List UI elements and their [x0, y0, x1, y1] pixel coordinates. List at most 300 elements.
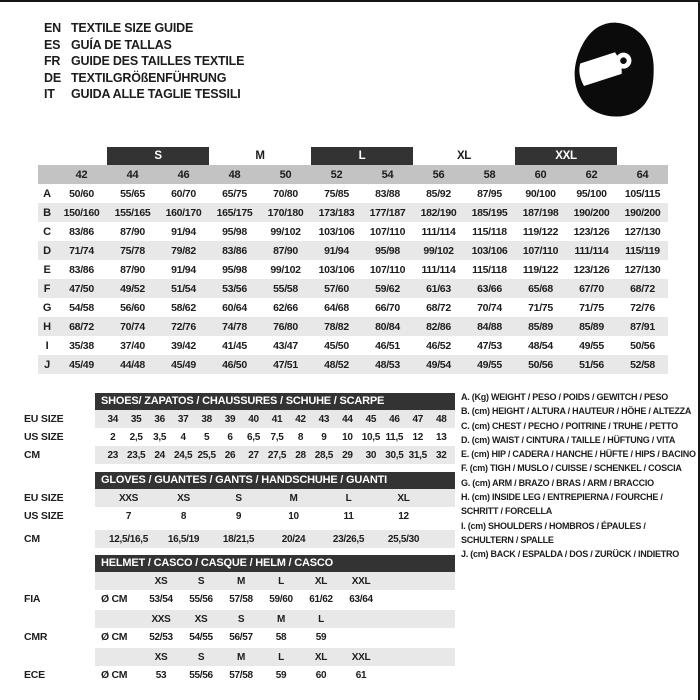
glove-cm-cell: 23/26,5 — [332, 533, 365, 545]
language-code: DE — [44, 70, 61, 85]
legend-item: B. (cm) HEIGHT / ALTURA / HAUTEUR / HÖHE / ALTEZZA — [461, 406, 692, 417]
legend-item: A. (Kg) WEIGHT / PESO / POIDS / GEWITCH / PESO — [461, 392, 669, 402]
helmet-cm-cell: 54/55 — [189, 631, 213, 643]
size-cell: 84/88 — [477, 320, 502, 333]
size-cell: 95/98 — [222, 225, 247, 238]
glove-eu-size-cell: S — [235, 492, 242, 504]
size-row — [38, 355, 668, 374]
size-cell: 87/95 — [477, 187, 502, 200]
size-cell: 155/165 — [114, 206, 151, 219]
size-cell: 39/42 — [171, 339, 196, 352]
size-cell: 35/38 — [69, 339, 94, 352]
glove-cm-cell: 20/24 — [281, 533, 306, 545]
helmet-cm-cell: 59 — [275, 669, 287, 681]
size-row — [38, 241, 668, 260]
size-group-label: XL — [456, 150, 472, 162]
size-cell: 160/170 — [165, 206, 202, 219]
size-cell: 87/91 — [630, 320, 655, 333]
size-row — [38, 279, 668, 298]
shoes-cm-row — [95, 446, 455, 464]
size-row — [38, 222, 668, 241]
size-cell: 45/50 — [324, 339, 349, 352]
language-label: GUÍA DE TALLAS — [71, 37, 172, 52]
helmet-cm-cell: 58 — [275, 631, 287, 643]
shoes-us-size-label: US SIZE — [24, 431, 64, 443]
size-row — [38, 317, 668, 336]
size-cell: 49/55 — [477, 358, 502, 371]
size-cell: 47/50 — [69, 282, 94, 295]
size-columns-row — [38, 165, 668, 184]
glove-cm-cell: 18/21,5 — [222, 533, 255, 545]
size-cell: 54/58 — [69, 301, 94, 314]
size-row — [38, 260, 668, 279]
shoes-cm-label: CM — [24, 449, 40, 461]
cmr-sizes-row — [95, 610, 455, 628]
gloves-cm-row — [95, 530, 455, 548]
shoe-cm-cell: 32 — [436, 449, 447, 461]
size-cell: 55/58 — [273, 282, 298, 295]
size-cell: 70/74 — [120, 320, 145, 333]
row-letter: H — [43, 320, 51, 333]
ece-cm-row — [95, 666, 455, 684]
language-label: GUIDE DES TAILLES TEXTILE — [71, 54, 245, 68]
size-cell: 90/100 — [525, 187, 556, 200]
fia-cm-row — [95, 590, 455, 608]
size-cell: 75/85 — [324, 187, 349, 200]
size-cell: 68/72 — [69, 320, 94, 333]
language-code: FR — [44, 54, 61, 68]
shoe-eu-size-cell: 45 — [365, 413, 377, 425]
size-cell: 45/49 — [171, 358, 196, 371]
shoe-us-size-cell: 10,5 — [361, 431, 380, 443]
helmet-size-cell: L — [278, 651, 284, 663]
size-cell: 61/63 — [426, 282, 451, 295]
helmet-size-cell: S — [197, 575, 205, 587]
size-cell: 53/56 — [222, 282, 247, 295]
size-cell: 105/115 — [624, 187, 661, 200]
size-cell: 62/66 — [273, 301, 298, 314]
size-cell: 177/187 — [369, 206, 406, 219]
size-cell: 83/86 — [69, 263, 94, 276]
helmet-size-cell: XXS — [151, 613, 171, 625]
size-cell: 46/50 — [222, 358, 247, 371]
size-column-header: 50 — [279, 168, 292, 181]
shoe-eu-size-cell: 37 — [177, 413, 189, 425]
helmet-cm-cell: 61/62 — [309, 593, 333, 605]
size-cell: 50/56 — [528, 358, 553, 371]
gloves-eu-size-label: EU SIZE — [24, 492, 64, 504]
measurement-legend — [461, 390, 698, 562]
gloves-cm-label: CM — [24, 533, 40, 545]
shoe-cm-cell: 27,5 — [267, 449, 287, 461]
shoe-eu-size-cell: 41 — [271, 413, 283, 425]
size-cell: 115/118 — [472, 263, 507, 276]
helmet-cm-cell: 59/60 — [269, 593, 293, 605]
size-cell: 165/175 — [216, 206, 253, 219]
size-cell: 190/200 — [573, 206, 610, 219]
size-column-header: 56 — [432, 168, 445, 181]
helmet-cm-cell: 53/54 — [149, 593, 173, 605]
helmet-cm-label: Ø CM — [101, 631, 128, 643]
shoe-us-size-cell: 12 — [412, 431, 424, 443]
helmet-size-cell: M — [236, 575, 246, 587]
shoe-cm-cell: 23 — [107, 449, 118, 461]
size-cell: 85/92 — [426, 187, 451, 200]
size-column-header: 62 — [585, 168, 598, 181]
size-column-header: 44 — [126, 168, 139, 181]
helmet-size-cell: XS — [194, 613, 208, 625]
helmet-cm-cell: 61 — [355, 669, 367, 681]
language-row — [44, 70, 244, 87]
shoe-us-size-cell: 11,5 — [385, 431, 404, 443]
size-cell: 150/160 — [63, 206, 100, 219]
size-cell: 91/94 — [171, 225, 196, 238]
size-group-band — [38, 147, 668, 165]
size-cell: 74/78 — [222, 320, 247, 333]
size-cell: 49/52 — [120, 282, 145, 295]
glove-us-size-cell: 11 — [343, 510, 354, 522]
size-cell: 103/106 — [318, 263, 355, 276]
gloves-eu-row — [95, 489, 455, 507]
size-cell: 79/82 — [171, 244, 196, 257]
helmet-cm-cell: 56/57 — [229, 631, 253, 643]
shoe-cm-cell: 26 — [224, 449, 236, 461]
size-cell: 123/126 — [573, 225, 610, 238]
size-cell: 50/56 — [630, 339, 655, 352]
size-cell: 83/88 — [375, 187, 400, 200]
racing-helmet-icon — [568, 18, 662, 124]
shoe-eu-size-cell: 44 — [342, 413, 353, 425]
gloves-us-row — [95, 507, 455, 525]
size-cell: 99/102 — [423, 244, 454, 257]
helmet-cm-cell: 55/56 — [189, 593, 213, 605]
fia-sizes-row — [95, 572, 455, 590]
size-cell: 78/82 — [324, 320, 349, 333]
size-column-header: 48 — [228, 168, 241, 181]
shoes-title-bar: SHOES/ ZAPATOS / CHAUSSURES / SCHUHE / SCARPE — [95, 393, 455, 410]
shoe-cm-cell: 28,5 — [314, 449, 334, 461]
size-cell: 41/45 — [222, 339, 247, 352]
size-cell: 187/198 — [522, 206, 559, 219]
shoe-us-size-cell: 10 — [342, 431, 353, 443]
shoe-eu-size-cell: 39 — [224, 413, 236, 425]
size-cell: 119/122 — [522, 225, 559, 238]
size-cell: 115/118 — [472, 225, 507, 238]
size-column-header: 60 — [534, 168, 547, 181]
size-cell: 60/64 — [222, 301, 247, 314]
size-cell: 182/190 — [420, 206, 457, 219]
shoe-us-size-cell: 9 — [321, 431, 327, 443]
size-cell: 45/49 — [69, 358, 94, 371]
language-row — [44, 37, 244, 54]
size-row — [38, 184, 668, 203]
shoe-cm-cell: 29 — [342, 449, 353, 461]
shoe-eu-size-cell: 34 — [107, 413, 118, 425]
fia-standard-label: FIA — [24, 593, 41, 605]
size-cell: 46/51 — [375, 339, 400, 352]
size-cell: 67/70 — [579, 282, 604, 295]
size-cell: 170/180 — [267, 206, 304, 219]
glove-eu-size-cell: M — [289, 492, 298, 504]
shoe-eu-size-cell: 47 — [412, 413, 424, 425]
glove-eu-size-cell: XS — [177, 492, 190, 504]
size-cell: 80/84 — [375, 320, 400, 333]
size-cell: 66/70 — [375, 301, 400, 314]
helmet-cm-label: Ø CM — [101, 669, 128, 681]
size-cell: 95/98 — [375, 244, 400, 257]
size-cell: 119/122 — [522, 263, 559, 276]
shoe-eu-size-cell: 43 — [318, 413, 330, 425]
helmet-cm-cell: 57/58 — [229, 669, 253, 681]
shoe-us-size-cell: 5 — [203, 431, 210, 443]
glove-eu-size-cell: XXS — [118, 492, 139, 504]
shoes-eu-row — [95, 410, 455, 428]
glove-us-size-cell: 8 — [180, 510, 187, 522]
size-cell: 123/126 — [573, 263, 610, 276]
size-cell: 51/54 — [171, 282, 196, 295]
size-cell: 91/94 — [324, 244, 349, 257]
ece-sizes-row — [95, 648, 455, 666]
language-label: TEXTILE SIZE GUIDE — [71, 21, 194, 35]
helmet-size-cell: XL — [314, 651, 328, 663]
size-cell: 49/54 — [426, 358, 451, 371]
size-cell: 64/68 — [324, 301, 349, 314]
size-cell: 103/106 — [318, 225, 355, 238]
size-row — [38, 203, 668, 222]
helmet-size-cell: XS — [154, 651, 168, 663]
helmet-title-bar: HELMET / CASCO / CASQUE / HELM / CASCO — [95, 555, 455, 572]
size-cell: 107/110 — [369, 263, 406, 276]
shoe-eu-size-cell: 36 — [154, 413, 165, 425]
size-cell: 85/89 — [528, 320, 553, 333]
shoe-cm-cell: 24 — [154, 449, 165, 461]
size-cell: 111/114 — [574, 244, 609, 257]
helmet-size-cell: L — [278, 575, 284, 587]
size-cell: 70/74 — [477, 301, 502, 314]
helmet-cm-cell: 53 — [155, 669, 167, 681]
row-letter: G — [42, 301, 52, 314]
size-cell: 103/106 — [471, 244, 508, 257]
legend-item: J. (cm) BACK / ESPALDA / DOS / ZURÜCK / INDIETRO — [461, 549, 680, 560]
helmet-cm-cell: 55/56 — [189, 669, 213, 681]
size-cell: 173/183 — [318, 206, 355, 219]
size-cell: 115/119 — [625, 244, 660, 257]
size-cell: 57/60 — [324, 282, 349, 295]
size-cell: 87/90 — [273, 244, 298, 257]
row-letter: F — [43, 282, 51, 295]
size-cell: 95/100 — [576, 187, 607, 200]
size-cell: 68/72 — [630, 282, 655, 295]
legend-item: H. (cm) INSIDE LEG / ENTREPIERNA / FOURCHE / SCHRITT / FORCELLA — [461, 492, 663, 517]
ece-standard-label: ECE — [24, 669, 45, 681]
main-size-table — [38, 147, 668, 374]
size-cell: 52/58 — [630, 358, 655, 371]
row-letter: I — [45, 339, 49, 352]
size-cell: 72/76 — [171, 320, 196, 333]
size-cell: 71/74 — [69, 244, 94, 257]
glove-cm-cell: 12,5/16,5 — [108, 533, 148, 545]
shoe-us-size-cell: 8 — [297, 431, 304, 443]
glove-us-size-cell: 7 — [125, 510, 132, 522]
helmet-size-cell: L — [318, 613, 324, 625]
row-letter: A — [43, 187, 51, 200]
size-column-header: 54 — [381, 168, 394, 181]
size-row — [38, 298, 668, 317]
language-row — [44, 86, 244, 103]
helmet-cm-cell: 57/58 — [229, 593, 253, 605]
language-row — [44, 53, 244, 70]
size-cell: 72/76 — [630, 301, 655, 314]
gloves-title-bar: GLOVES / GUANTES / GANTS / HANDSCHUHE / GUANTI — [95, 472, 455, 489]
row-letter: D — [43, 244, 51, 257]
shoe-cm-cell: 30 — [365, 449, 377, 461]
shoe-us-size-cell: 2 — [110, 431, 116, 443]
size-cell: 59/62 — [375, 282, 400, 295]
shoe-us-size-cell: 13 — [436, 431, 447, 443]
shoe-cm-cell: 25,5 — [197, 449, 216, 461]
language-row — [44, 20, 244, 37]
size-cell: 127/130 — [624, 263, 661, 276]
glove-eu-size-cell: XL — [397, 492, 410, 504]
size-cell: 87/90 — [120, 225, 145, 238]
size-column-header: 52 — [330, 168, 343, 181]
shoe-us-size-cell: 6 — [227, 431, 233, 443]
size-cell: 71/75 — [528, 301, 553, 314]
row-letter: C — [43, 225, 51, 238]
language-list — [44, 20, 244, 103]
size-cell: 185/195 — [471, 206, 508, 219]
size-cell: 107/110 — [369, 225, 406, 238]
helmet-cm-cell: 59 — [315, 631, 327, 643]
language-code: IT — [44, 87, 55, 101]
size-cell: 47/53 — [477, 339, 502, 352]
size-group-label: S — [107, 147, 209, 165]
size-cell: 49/55 — [579, 339, 604, 352]
shoes-eu-size-label: EU SIZE — [24, 413, 64, 425]
glove-eu-size-cell: L — [345, 492, 352, 504]
size-cell: 46/52 — [426, 339, 451, 352]
size-group-label: XXL — [515, 147, 617, 165]
size-cell: 48/54 — [528, 339, 553, 352]
helmet-size-cell: XL — [314, 575, 328, 587]
glove-cm-cell: 25,5/30 — [387, 533, 420, 545]
row-letter: E — [43, 263, 51, 276]
gloves-us-size-label: US SIZE — [24, 510, 64, 522]
size-cell: 127/130 — [624, 225, 661, 238]
helmet-size-cell: M — [236, 651, 246, 663]
helmet-size-cell: S — [197, 651, 205, 663]
shoe-cm-cell: 27 — [248, 449, 259, 461]
size-cell: 55/65 — [120, 187, 145, 200]
shoe-us-size-cell: 6,5 — [247, 431, 261, 443]
size-cell: 68/72 — [426, 301, 451, 314]
shoe-eu-size-cell: 42 — [295, 413, 306, 425]
language-code: EN — [44, 21, 61, 35]
size-cell: 65/68 — [528, 282, 553, 295]
size-cell: 71/75 — [579, 301, 604, 314]
size-cell: 91/94 — [171, 263, 196, 276]
size-row — [38, 336, 668, 355]
size-cell: 83/86 — [69, 225, 94, 238]
size-cell: 51/56 — [579, 358, 604, 371]
page-border-top — [0, 0, 700, 2]
legend-item: E. (cm) HIP / CADERA / HANCHE / HÜFTE / HIPS / BACINO — [461, 449, 696, 460]
language-code: ES — [44, 37, 61, 52]
glove-cm-cell: 16,5/19 — [167, 533, 200, 545]
cmr-cm-row — [95, 628, 455, 646]
shoes-us-row — [95, 428, 455, 446]
glove-us-size-cell: 10 — [288, 510, 299, 522]
shoe-eu-size-cell: 40 — [248, 413, 259, 425]
helmet-size-cell: S — [237, 613, 245, 625]
shoe-cm-cell: 30,5 — [385, 449, 404, 461]
shoe-us-size-cell: 4 — [180, 431, 186, 443]
shoe-cm-cell: 23,5 — [127, 449, 146, 461]
size-group-label: M — [255, 150, 265, 162]
size-cell: 87/90 — [120, 263, 145, 276]
helmet-cm-label: Ø CM — [101, 593, 128, 605]
shoe-eu-size-cell: 48 — [436, 413, 447, 425]
size-cell: 44/48 — [120, 358, 145, 371]
helmet-cm-cell: 63/64 — [349, 593, 373, 605]
shoe-eu-size-cell: 35 — [130, 413, 142, 425]
size-column-header: 58 — [483, 168, 496, 181]
shoe-cm-cell: 31,5 — [408, 449, 427, 461]
size-cell: 82/86 — [426, 320, 451, 333]
shoe-us-size-cell: 2,5 — [129, 431, 143, 443]
size-cell: 99/102 — [270, 225, 301, 238]
shoe-cm-cell: 24,5 — [173, 449, 193, 461]
row-letter: J — [44, 358, 50, 371]
glove-us-size-cell: 9 — [235, 510, 242, 522]
helmet-cm-cell: 52/53 — [149, 631, 173, 643]
language-label: TEXTILGRÖßENFÜHRUNG — [71, 70, 227, 85]
size-cell: 111/114 — [421, 225, 456, 238]
size-cell: 65/75 — [222, 187, 247, 200]
size-column-header: 46 — [177, 168, 190, 181]
glove-us-size-cell: 12 — [398, 510, 409, 522]
size-cell: 76/80 — [273, 320, 298, 333]
helmet-cm-cell: 60 — [315, 669, 327, 681]
size-column-header: 42 — [75, 168, 88, 181]
size-cell: 95/98 — [222, 263, 247, 276]
size-cell: 50/60 — [69, 187, 94, 200]
helmet-size-cell: XXL — [351, 651, 371, 663]
shoe-cm-cell: 28 — [295, 449, 306, 461]
size-cell: 58/62 — [171, 301, 196, 314]
size-cell: 190/200 — [624, 206, 661, 219]
size-cell: 99/102 — [270, 263, 301, 276]
size-cell: 85/89 — [579, 320, 604, 333]
size-cell: 63/66 — [477, 282, 502, 295]
shoe-eu-size-cell: 46 — [389, 413, 400, 425]
size-column-header: 64 — [636, 168, 649, 181]
legend-item: C. (cm) CHEST / PECHO / POITRINE / TRUHE / PETTO — [461, 420, 678, 431]
legend-item: G. (cm) ARM / BRAZO / BRAS / ARM / BRACCIO — [461, 477, 654, 488]
size-cell: 75/78 — [120, 244, 145, 257]
helmet-size-cell: M — [276, 613, 286, 625]
size-cell: 47/51 — [273, 358, 298, 371]
helmet-size-cell: XXL — [351, 575, 371, 587]
size-cell: 60/70 — [171, 187, 196, 200]
helmet-size-cell: XS — [154, 575, 168, 587]
cmr-standard-label: CMR — [24, 631, 48, 643]
shoe-us-size-cell: 7,5 — [270, 431, 284, 443]
size-cell: 43/47 — [273, 339, 298, 352]
size-cell: 70/80 — [273, 187, 298, 200]
size-cell: 83/86 — [222, 244, 247, 257]
size-cell: 107/110 — [522, 244, 559, 257]
